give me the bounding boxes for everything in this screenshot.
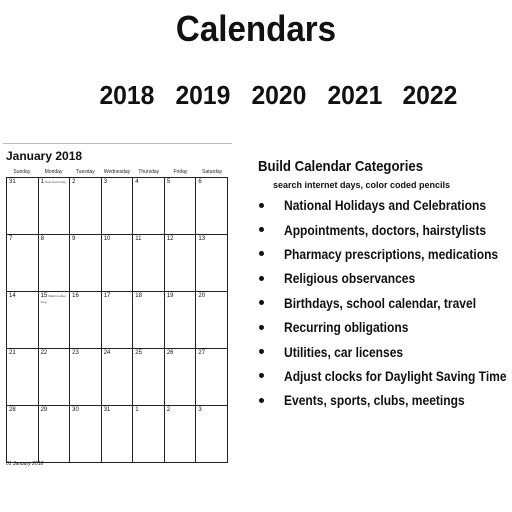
calendar-day-cell xyxy=(38,235,70,292)
list-item: Religious observances xyxy=(258,266,512,290)
day-number: 19 xyxy=(166,293,174,299)
day-number: 3 xyxy=(198,407,202,413)
list-item: Utilities, car licenses xyxy=(258,339,512,363)
calendar-day-cell xyxy=(196,178,228,235)
day-number: 15 xyxy=(40,293,48,299)
weekday-label: Sunday xyxy=(13,169,31,175)
day-number: 8 xyxy=(40,236,44,242)
bullet-icon xyxy=(259,203,264,208)
calendar-day-cell xyxy=(133,406,165,463)
categories-subheading: search internet days, color coded pencils xyxy=(273,180,451,190)
calendar-day-cell xyxy=(101,235,133,292)
bullet-icon xyxy=(259,398,264,403)
calendar-day-cell xyxy=(7,235,39,292)
day-note: New Year's Day xyxy=(44,180,66,184)
calendar-week-row xyxy=(7,349,228,406)
calendar-page-image xyxy=(3,143,232,476)
calendar-week-row xyxy=(7,406,228,463)
bullet-icon xyxy=(259,325,264,330)
bullet-icon xyxy=(259,349,264,354)
list-item: Recurring obligations xyxy=(258,315,512,339)
year-label: 2019 xyxy=(175,80,231,110)
calendar-day-cell xyxy=(196,292,228,349)
categories-panel xyxy=(258,158,512,413)
calendar-day-cell xyxy=(164,235,196,292)
day-number: 24 xyxy=(103,350,111,356)
day-number: 1 xyxy=(40,179,44,185)
calendar-day-cell xyxy=(38,292,70,349)
list-item: Appointments, doctors, hairstylists xyxy=(258,217,512,241)
day-number: 22 xyxy=(40,350,48,356)
weekday-label: Friday xyxy=(173,169,188,175)
bullet-icon xyxy=(259,251,264,256)
calendar-day-cell xyxy=(38,406,70,463)
list-item: Birthdays, school calendar, travel xyxy=(258,291,512,315)
weekday-label: Saturday xyxy=(202,169,223,175)
calendar-day-cell xyxy=(133,178,165,235)
calendar-day-cell xyxy=(196,235,228,292)
weekday-label: Tuesday xyxy=(75,169,95,175)
calendar-day-cell xyxy=(70,292,102,349)
day-number: 13 xyxy=(198,236,206,242)
calendar-week-row xyxy=(7,178,228,235)
calendar-day-cell xyxy=(196,349,228,406)
day-number: 6 xyxy=(198,179,202,185)
page-title: Calendars xyxy=(175,8,337,49)
calendar-day-cell xyxy=(7,178,39,235)
year-list xyxy=(98,80,459,111)
calendar-day-cell xyxy=(7,406,39,463)
calendar-day-cell xyxy=(164,406,196,463)
calendar-day-cell xyxy=(101,292,133,349)
day-number: 26 xyxy=(166,350,174,356)
day-number: 31 xyxy=(9,179,16,185)
list-item: Events, sports, clubs, meetings xyxy=(258,388,512,412)
year-label: 2018 xyxy=(99,80,155,110)
calendar-day-cell xyxy=(70,235,102,292)
calendar-day-cell xyxy=(38,178,70,235)
calendar-day-cell xyxy=(101,178,133,235)
calendar-month-title: January 2018 xyxy=(6,149,83,163)
day-number: 2 xyxy=(72,179,76,185)
day-number: 17 xyxy=(103,293,111,299)
calendar-day-cell xyxy=(7,349,39,406)
calendar-day-cell xyxy=(70,349,102,406)
calendar-week-row xyxy=(7,292,228,349)
day-number: 1 xyxy=(135,407,139,413)
day-number: 29 xyxy=(40,407,48,413)
weekday-label: Monday xyxy=(44,169,63,175)
day-number: 28 xyxy=(9,407,16,413)
day-number: 25 xyxy=(135,350,142,356)
calendar-day-cell xyxy=(164,178,196,235)
calendar-day-cell xyxy=(133,235,165,292)
year-label: 2020 xyxy=(251,80,307,110)
categories-heading: Build Calendar Categories xyxy=(258,158,424,175)
day-number: 12 xyxy=(166,236,174,242)
year-label: 2021 xyxy=(326,80,382,110)
day-number: 20 xyxy=(198,293,206,299)
day-number: 5 xyxy=(166,179,171,185)
calendar-week-row xyxy=(7,235,228,292)
calendar-day-cell xyxy=(196,406,228,463)
day-number: 4 xyxy=(135,179,139,185)
calendar-day-cell xyxy=(38,349,70,406)
bullet-icon xyxy=(259,227,264,232)
categories-list xyxy=(258,193,512,413)
day-number: 21 xyxy=(9,350,16,356)
bullet-icon xyxy=(259,373,264,378)
calendar-day-cell xyxy=(133,292,165,349)
day-number: 30 xyxy=(72,407,79,413)
day-note: Martin Luther King xyxy=(40,294,66,304)
bullet-icon xyxy=(259,300,264,305)
day-number: 27 xyxy=(198,350,206,356)
day-number: 11 xyxy=(135,236,142,242)
calendar-day-cell xyxy=(101,406,133,463)
day-number: 2 xyxy=(166,407,171,413)
calendar-day-cell xyxy=(70,406,102,463)
list-item: Adjust clocks for Daylight Saving Time xyxy=(258,364,512,388)
day-number: 7 xyxy=(9,236,13,242)
day-number: 9 xyxy=(72,236,76,242)
list-item: Pharmacy prescriptions, medications xyxy=(258,242,512,266)
weekday-label: Wednesday xyxy=(103,169,131,175)
bullet-icon xyxy=(259,276,264,281)
calendar-day-cell xyxy=(7,292,39,349)
calendar-day-cell xyxy=(133,349,165,406)
day-number: 18 xyxy=(135,293,142,299)
calendar-footer: 01 January 2018 xyxy=(6,461,44,467)
day-number: 16 xyxy=(72,293,79,299)
day-number: 14 xyxy=(9,293,16,299)
weekday-label: Thursday xyxy=(138,169,160,175)
day-number: 23 xyxy=(72,350,79,356)
calendar-grid xyxy=(6,177,228,463)
calendar-day-cell xyxy=(101,349,133,406)
day-number: 3 xyxy=(103,179,108,185)
calendar-day-cell xyxy=(164,292,196,349)
weekday-header xyxy=(6,169,228,175)
calendar-day-cell xyxy=(70,178,102,235)
year-label: 2022 xyxy=(402,80,458,110)
day-number: 10 xyxy=(103,236,111,242)
day-number: 31 xyxy=(103,407,111,413)
calendar-day-cell xyxy=(164,349,196,406)
list-item: National Holidays and Celebrations xyxy=(258,193,512,217)
